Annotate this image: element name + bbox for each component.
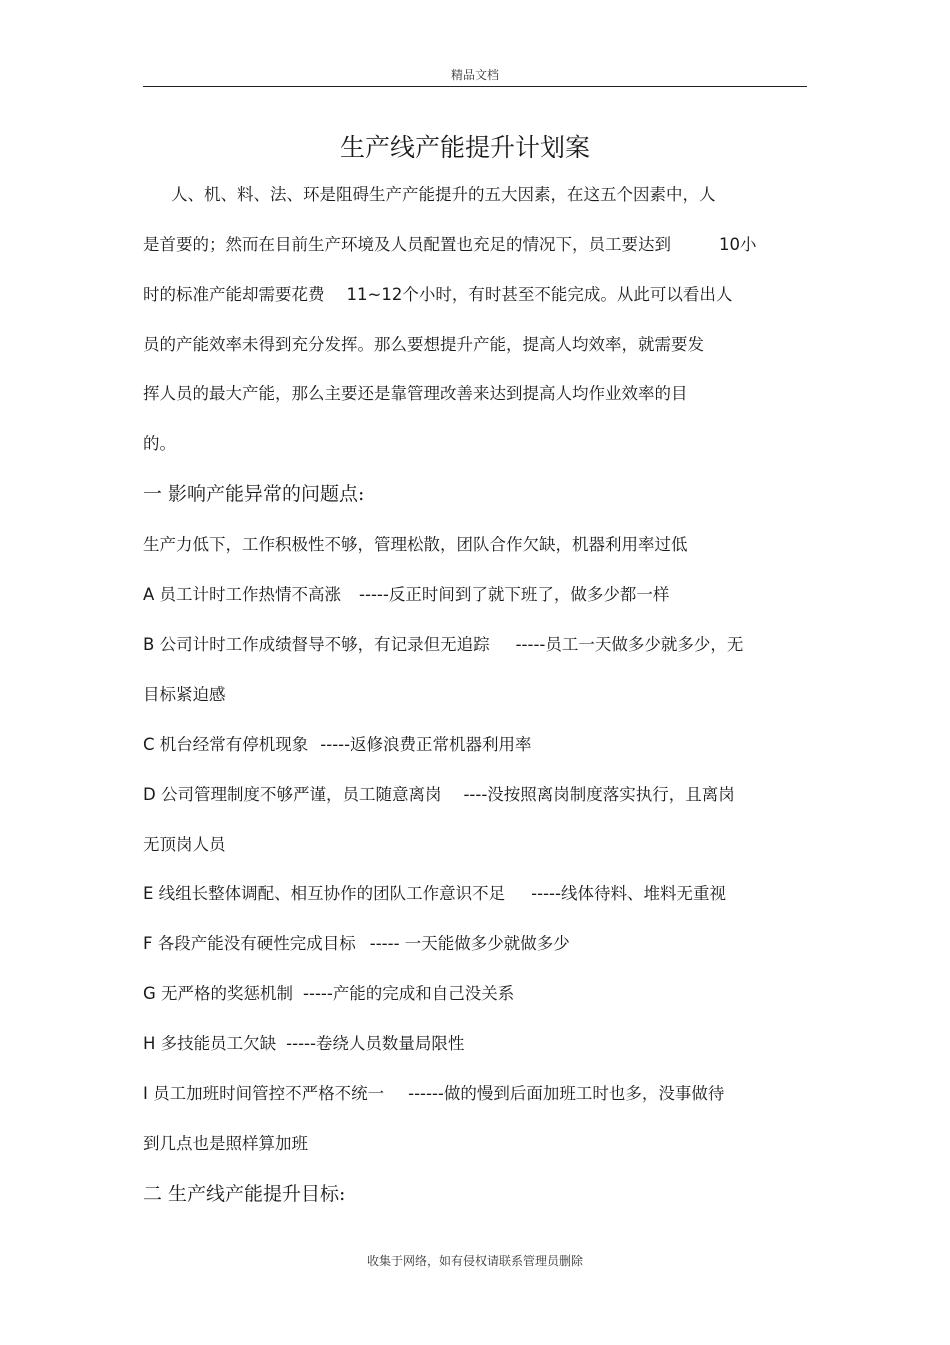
issue-c-note: -----返修浪费正常机器利用率 (320, 735, 532, 754)
issue-i-title: I 员工加班时间管控不严格不统一 (143, 1084, 385, 1103)
intro-line-6: 的。 (143, 434, 176, 453)
issue-d-note: ----没按照离岗制度落实执行，且离岗 (463, 785, 735, 804)
issue-h-note: -----卷绕人员数量局限性 (286, 1034, 465, 1053)
intro-line-4: 员的产能效率未得到充分发挥。那么要想提升产能，提高人均效率，就需要发 (143, 335, 704, 354)
issue-a-title: A 员工计时工作热情不高涨 (143, 585, 342, 604)
issue-item-a (143, 581, 669, 605)
issue-d-title: D 公司管理制度不够严谨，员工随意离岗 (143, 785, 442, 804)
issue-h-title: H 多技能员工欠缺 (143, 1034, 277, 1053)
intro-line-2 (143, 231, 757, 255)
issue-b-note: -----员工一天做多少就多少，无 (515, 635, 744, 654)
intro-line-3-text: 时的标准产能却需要花费 (143, 285, 325, 304)
section-1-heading: 一 影响产能异常的问题点: (143, 483, 365, 505)
issue-item-c (143, 731, 532, 755)
issue-item-i (143, 1080, 724, 1104)
intro-line-5: 挥人员的最大产能，那么主要还是靠管理改善来达到提高人均作业效率的目 (143, 384, 688, 403)
issue-item-b-cont: 目标紧迫感 (143, 685, 226, 704)
issue-e-note: -----线体待料、堆料无重视 (531, 884, 726, 903)
issue-a-note: -----反正时间到了就下班了，做多少都一样 (359, 585, 670, 604)
intro-line-3-rest: 11~12个小时，有时甚至不能完成。从此可以看出人 (346, 285, 733, 304)
issue-item-i-cont: 到几点也是照样算加班 (143, 1134, 308, 1153)
issue-g-note: -----产能的完成和自己没关系 (303, 984, 515, 1003)
document-title: 生产线产能提升计划案 (339, 133, 590, 162)
section-1-summary: 生产力低下，工作积极性不够，管理松散，团队合作欠缺，机器利用率过低 (143, 535, 688, 554)
issue-item-b (143, 631, 743, 655)
issue-e-title: E 线组长整体调配、相互协作的团队工作意识不足 (143, 884, 506, 903)
page-header: 精品文档 (450, 68, 499, 82)
issue-i-note: ------做的慢到后面加班工时也多，没事做待 (408, 1084, 725, 1103)
intro-line-2-text: 是首要的；然而在目前生产环境及人员配置也充足的情况下，员工要达到 (143, 235, 671, 254)
issue-item-d (143, 781, 735, 805)
intro-line-3 (143, 281, 732, 305)
issue-b-title: B 公司计时工作成绩督导不够，有记录但无追踪 (143, 635, 490, 654)
issue-f-title: F 各段产能没有硬性完成目标 (143, 934, 356, 953)
intro-line-1: 人、机、料、法、环是阻碍生产产能提升的五大因素，在这五个因素中，人 (171, 185, 716, 204)
section-2-heading: 二 生产线产能提升目标: (143, 1183, 346, 1205)
issue-g-title: G 无严格的奖惩机制 (143, 984, 294, 1003)
issue-item-f (143, 930, 570, 954)
issue-item-g (143, 980, 514, 1004)
issue-item-h (143, 1030, 464, 1054)
issue-item-e (143, 880, 726, 904)
issue-f-note: ----- 一天能做多少就做多少 (369, 934, 570, 953)
issue-item-d-cont: 无顶岗人员 (143, 835, 226, 854)
intro-line-2-number: 10小 (719, 235, 757, 254)
page-footer: 收集于网络，如有侵权请联系管理员删除 (366, 1254, 583, 1268)
issue-c-title: C 机台经常有停机现象 (143, 735, 309, 754)
header-rule (143, 86, 807, 87)
